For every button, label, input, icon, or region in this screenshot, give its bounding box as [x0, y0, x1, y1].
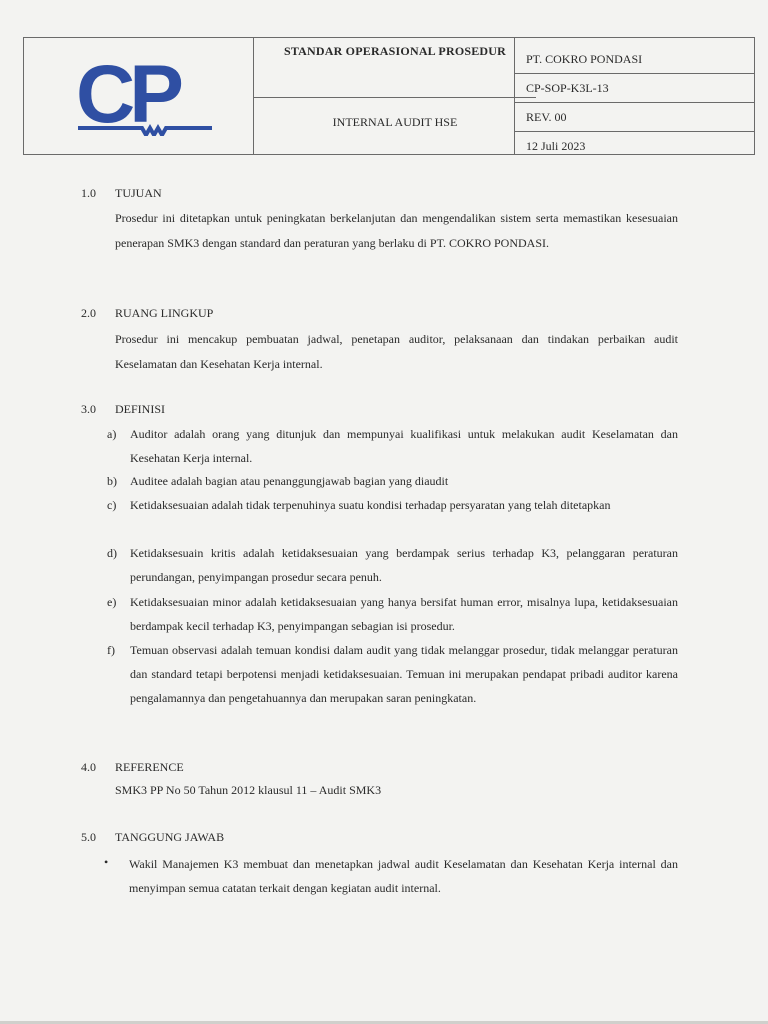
list-marker: b): [107, 474, 117, 488]
section-title: RUANG LINGKUP: [115, 306, 214, 320]
doc-type-cell: [254, 38, 536, 98]
revision: REV. 00: [515, 103, 754, 132]
section-heading: [81, 760, 184, 775]
section-heading: [81, 186, 162, 201]
list-text: Wakil Manajemen K3 membuat dan menetapkan jadwal audit Keselamatan dan Kesehatan Kerja internal dan menyimpan semua catatan terkait dengan kegiatan audit internal.: [129, 857, 678, 895]
list-marker: a): [107, 427, 117, 441]
company-name: PT. COKRO PONDASI: [515, 45, 754, 74]
section-body: SMK3 PP No 50 Tahun 2012 klausul 11 – Audit SMK3: [115, 783, 382, 797]
section-body: Prosedur ini mencakup pembuatan jadwal, penetapan auditor, pelaksanaan dan tindakan perbaikan audit Keselamatan dan Kesehatan Kerja internal.: [115, 332, 678, 371]
section-heading: [81, 402, 165, 417]
doc-code: CP-SOP-K3L-13: [515, 74, 754, 103]
section-title: TANGGUNG JAWAB: [115, 830, 225, 844]
doc-date: 12 Juli 2023: [526, 139, 586, 153]
section-heading: [81, 306, 213, 321]
bullet-marker: •: [104, 855, 109, 869]
doc-type: STANDAR OPERASIONAL PROSEDUR: [283, 44, 507, 58]
document-header-table: [23, 37, 755, 155]
list-text: Ketidaksesuain kritis adalah ketidaksesuaian yang berdampak serius terhadap K3, pelanggaran peraturan perundangan, penyimpangan prosedur secara penuh.: [130, 546, 678, 584]
section-number: 5.0: [81, 830, 96, 844]
section-number: 4.0: [81, 760, 96, 774]
section-number: 3.0: [81, 402, 96, 416]
list-marker: d): [107, 546, 117, 560]
section-number: 2.0: [81, 306, 96, 320]
doc-meta-column: [514, 38, 754, 154]
section-body: Prosedur ini ditetapkan untuk peningkatan berkelanjutan dan mengendalikan sistem serta memastikan kesesuaian penerapan SMK3 dengan standard dan peraturan yang berlaku di PT. COKRO PONDASI.: [115, 211, 678, 250]
list-text: Auditee adalah bagian atau penanggungjawab bagian yang diaudit: [130, 474, 449, 488]
list-marker: c): [107, 498, 117, 512]
list-text: Temuan observasi adalah temuan kondisi dalam audit yang tidak melanggar prosedur, tidak melanggar peraturan dan standard tetapi berpotensi menjadi ketidaksesuaian. Temuan ini merupakan pendapat pribadi auditor karena pengalamannya dan pengetahuannya dan merupakan saran peningkatan.: [130, 643, 678, 705]
list-text: Ketidaksesuaian adalah tidak terpenuhinya suatu kondisi terhadap persyaratan yang telah ditetapkan: [130, 498, 611, 512]
list-text: Ketidaksesuaian minor adalah ketidaksesuaian yang hanya bersifat human error, misalnya lupa, ketidaksesuaian berdampak kecil terhadap K3, penyimpangan sebagian isi prosedur.: [130, 595, 678, 633]
list-text: Auditor adalah orang yang ditunjuk dan mempunyai kualifikasi untuk melakukan audit Keselamatan dan Kesehatan Kerja internal.: [130, 427, 678, 465]
list-marker: e): [107, 595, 117, 609]
section-title: DEFINISI: [115, 402, 165, 416]
doc-title-cell: [254, 98, 536, 154]
logo-cell: [24, 38, 254, 154]
section-title: TUJUAN: [115, 186, 162, 200]
company-logo: [76, 56, 216, 136]
doc-title: INTERNAL AUDIT HSE: [332, 115, 458, 129]
logo-letters: CP: [76, 56, 178, 136]
section-heading: [81, 830, 224, 845]
list-marker: f): [107, 643, 115, 657]
section-number: 1.0: [81, 186, 96, 200]
section-title: REFERENCE: [115, 760, 184, 774]
